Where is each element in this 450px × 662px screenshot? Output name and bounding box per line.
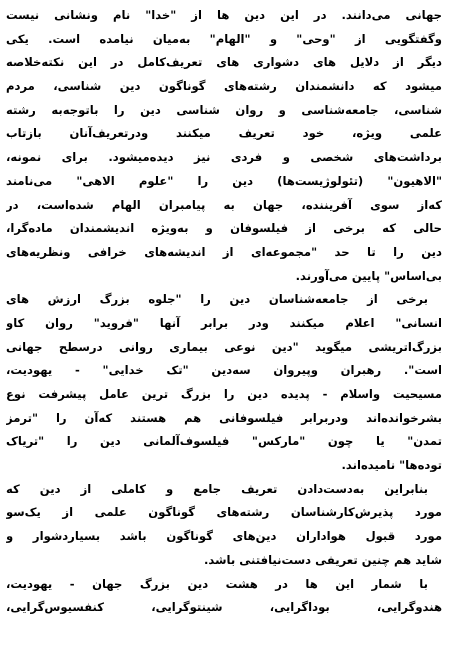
- text-line-18: بشرخوانده‌اند ودربرابر فیلسوفانی هم هستند که‌آن را "ترمز: [6, 410, 442, 425]
- text-line-5: شناسی، جامعه‌شناسی و روان شناسی دین را باتوجه‌به رشته‌: [6, 102, 442, 117]
- text-line-16: است". رهبران وپیروان سه‌دین "تک خدایی" - یهودیت،: [6, 363, 442, 378]
- text-line-24: شاید هم چنین تعریفی دست‌نیافتنی باشد.: [204, 552, 442, 567]
- text-line-3: دیگر از دلایل های دشواری های تعریف‌کامل در این نکته‌خلاصه: [6, 55, 442, 70]
- text-line-23: مورد قبول هواداران دین‌های گوناگون باشد بسیاردشوار و: [6, 529, 442, 544]
- text-line-22: مورد پذیرش‌کارشناسان رشته‌های گوناگون علمی از یک‌سو: [6, 505, 442, 520]
- text-line-10: حالی که برخی از فیلسوفان و به‌ویژه اندیشمندان ماده‌گرا،: [6, 221, 442, 236]
- text-line-9: که‌از سوی آفریننده، جهان به پیامبران الهام شده‌است، در: [6, 197, 442, 212]
- text-line-6: علمی ویژه، خود تعریف میکنند ودرتعریف‌آنان بازتاب: [6, 126, 442, 141]
- text-line-4: میشود که دانشمندان رشته‌های گوناگون دین شناسی، مردم‌: [6, 79, 442, 94]
- text-line-26: هندوگرایی، بوداگرایی، شینتوگرایی، کنفسیوس‌گرایی،: [6, 600, 442, 615]
- body-text: [6, 4, 442, 620]
- text-line-14: انسانی" اعلام میکنند ودر برابر آنها "فروید" روان کاو: [6, 315, 442, 330]
- text-line-20: توده‌ها" نامیده‌اند.: [341, 458, 442, 473]
- text-line-15: بزرگ‌اتریشی میگوید "دین نوعی بیماری روانی درسطح جهانی: [6, 339, 442, 354]
- text-line-19: تمدن" یا چون "مارکس" فیلسوف‌آلمانی دین را "تریاک: [6, 434, 442, 449]
- text-line-12: بی‌اساس" پایین می‌آورند.: [295, 268, 442, 283]
- text-line-13: برخی از جامعه‌شناسان دین را "جلوه بزرگ ارزش های: [6, 292, 428, 307]
- text-line-25: با شمار این ها در هشت دین بزرگ جهان - یهودیت،: [6, 576, 428, 591]
- text-line-8: "الاهیون" (تئولوژیست‌ها) دین را "علوم الاهی" می‌نامند: [6, 173, 442, 188]
- text-line-11: دین را تا حد "مجموعه‌ای از اندیشه‌های خرافی ونظریه‌های: [6, 244, 442, 259]
- text-line-21: بنابراین به‌دست‌دادن تعریف جامع و کاملی از دین که: [6, 481, 428, 496]
- text-line-17: مسیحیت واسلام - پدیده دین را بزرگ ترین عامل پیشرفت نوع: [6, 387, 442, 401]
- text-line-2: وگفتگویی از "وحی" و "الهام" به‌میان نیامده است. یکی: [6, 31, 442, 46]
- text-line-1: جهانی می‌دانند. در این دین ها از "خدا" نام ونشانی نیست: [6, 8, 442, 22]
- text-line-7: برداشت‌های شخصی و فردی نیز دیده‌میشود. برای نمونه،: [6, 150, 442, 165]
